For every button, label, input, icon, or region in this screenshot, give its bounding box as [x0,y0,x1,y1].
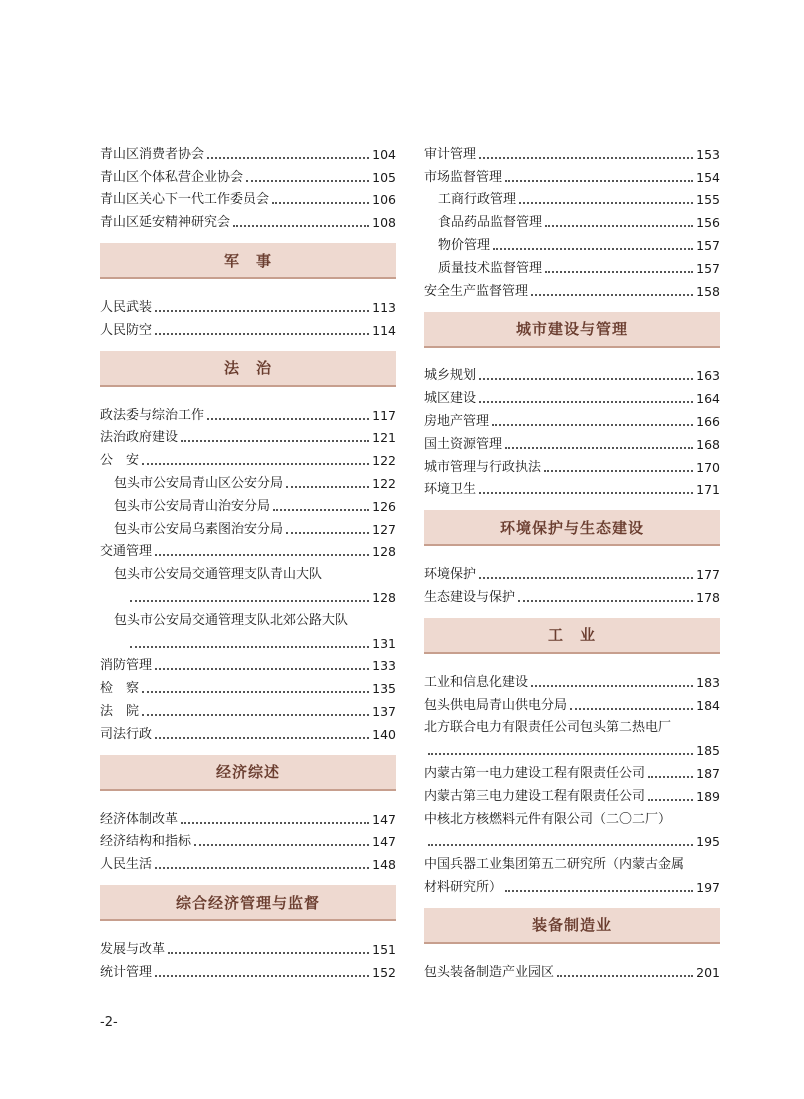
toc-entry[interactable]: 人民武装 113 [100,299,396,315]
toc-entry[interactable]: 城区建设 164 [424,391,720,407]
toc-subentry-line2[interactable]: 128 [100,583,396,606]
toc-entry[interactable]: 法 院 137 [100,703,396,719]
toc-entry[interactable]: 人民防空 114 [100,322,396,338]
toc-left-column [100,140,396,981]
page-number: -2- [100,1015,118,1030]
section-header-economy: 经济综述 [100,755,396,791]
toc-entry-line1[interactable]: 北方联合电力有限责任公司包头第二热电厂 [424,714,720,737]
toc-entry[interactable]: 城乡规划 163 [424,368,720,384]
toc-entry[interactable]: 经济结构和指标 147 [100,834,396,850]
toc-subentry[interactable]: 包头市公安局青山治安分局 126 [100,492,396,515]
toc-entry-line1[interactable]: 中国兵器工业集团第五二研究所（内蒙古金属 [424,850,720,873]
toc-entry[interactable]: 公 安 122 [100,453,396,469]
toc-entry[interactable]: 消防管理 133 [100,658,396,674]
toc-entry[interactable]: 安全生产监督管理 158 [424,283,720,299]
toc-entry[interactable]: 统计管理 152 [100,964,396,980]
toc-subentry[interactable]: 包头市公安局青山区公安分局 122 [100,469,396,492]
toc-entry[interactable]: 包头供电局青山供电分局 184 [424,697,720,713]
toc-entry[interactable]: 司法行政 140 [100,726,396,742]
toc-entry[interactable]: 审计管理 153 [424,146,720,162]
toc-entry[interactable]: 青山区个体私营企业协会 105 [100,169,396,185]
section-header-industry: 工 业 [424,618,720,654]
toc-entry[interactable]: 内蒙古第三电力建设工程有限责任公司 189 [424,788,720,804]
toc-entry-line2[interactable]: 185 [424,736,720,759]
toc-entry[interactable]: 工业和信息化建设 183 [424,674,720,690]
toc-subentry[interactable]: 包头市公安局乌素图治安分局 127 [100,515,396,538]
toc-entry[interactable]: 环境卫生 171 [424,482,720,498]
toc-entry[interactable]: 市场监督管理 154 [424,169,720,185]
toc-entry[interactable]: 国土资源管理 168 [424,436,720,452]
toc-entry[interactable]: 青山区关心下一代工作委员会 106 [100,192,396,208]
toc-entry-line1[interactable]: 中核北方核燃料元件有限公司（二〇二厂） [424,805,720,828]
toc-entry[interactable]: 交通管理 128 [100,544,396,560]
section-header-equipment: 装备制造业 [424,908,720,944]
toc-subentry-line1[interactable]: 包头市公安局交通管理支队青山大队 [100,560,396,583]
toc-entry[interactable]: 青山区消费者协会 104 [100,146,396,162]
toc-entry[interactable]: 人民生活 148 [100,857,396,873]
toc-entry[interactable]: 发展与改革 151 [100,941,396,957]
toc-entry-line2[interactable]: 材料研究所） 197 [424,879,720,895]
toc-subentry[interactable]: 物价管理 157 [424,231,720,254]
toc-entry[interactable]: 法治政府建设 121 [100,430,396,446]
section-header-law: 法 治 [100,351,396,387]
toc-subentry-line1[interactable]: 包头市公安局交通管理支队北郊公路大队 [100,606,396,629]
toc-subentry[interactable]: 食品药品监督管理 156 [424,208,720,231]
toc-right-column [424,140,720,981]
toc-entry[interactable]: 房地产管理 166 [424,413,720,429]
toc-subentry-line2[interactable]: 131 [100,629,396,652]
toc-subentry[interactable]: 质量技术监督管理 157 [424,254,720,277]
toc-entry[interactable]: 城市管理与行政执法 170 [424,459,720,475]
section-header-environment: 环境保护与生态建设 [424,510,720,546]
toc-entry[interactable]: 政法委与综治工作 117 [100,407,396,423]
toc-entry[interactable]: 包头装备制造产业园区 201 [424,964,720,980]
section-header-city: 城市建设与管理 [424,312,720,348]
section-header-military: 军 事 [100,243,396,279]
toc-entry[interactable]: 内蒙古第一电力建设工程有限责任公司 187 [424,765,720,781]
toc-entry[interactable]: 青山区延安精神研究会 108 [100,215,396,231]
toc-entry[interactable]: 经济体制改革 147 [100,811,396,827]
toc-entry[interactable]: 生态建设与保护 178 [424,589,720,605]
toc-subentry[interactable]: 工商行政管理 155 [424,186,720,209]
toc-entry-line2[interactable]: 195 [424,828,720,851]
toc-entry[interactable]: 检 察 135 [100,681,396,697]
section-header-economic-management: 综合经济管理与监督 [100,885,396,921]
toc-entry[interactable]: 环境保护 177 [424,567,720,583]
